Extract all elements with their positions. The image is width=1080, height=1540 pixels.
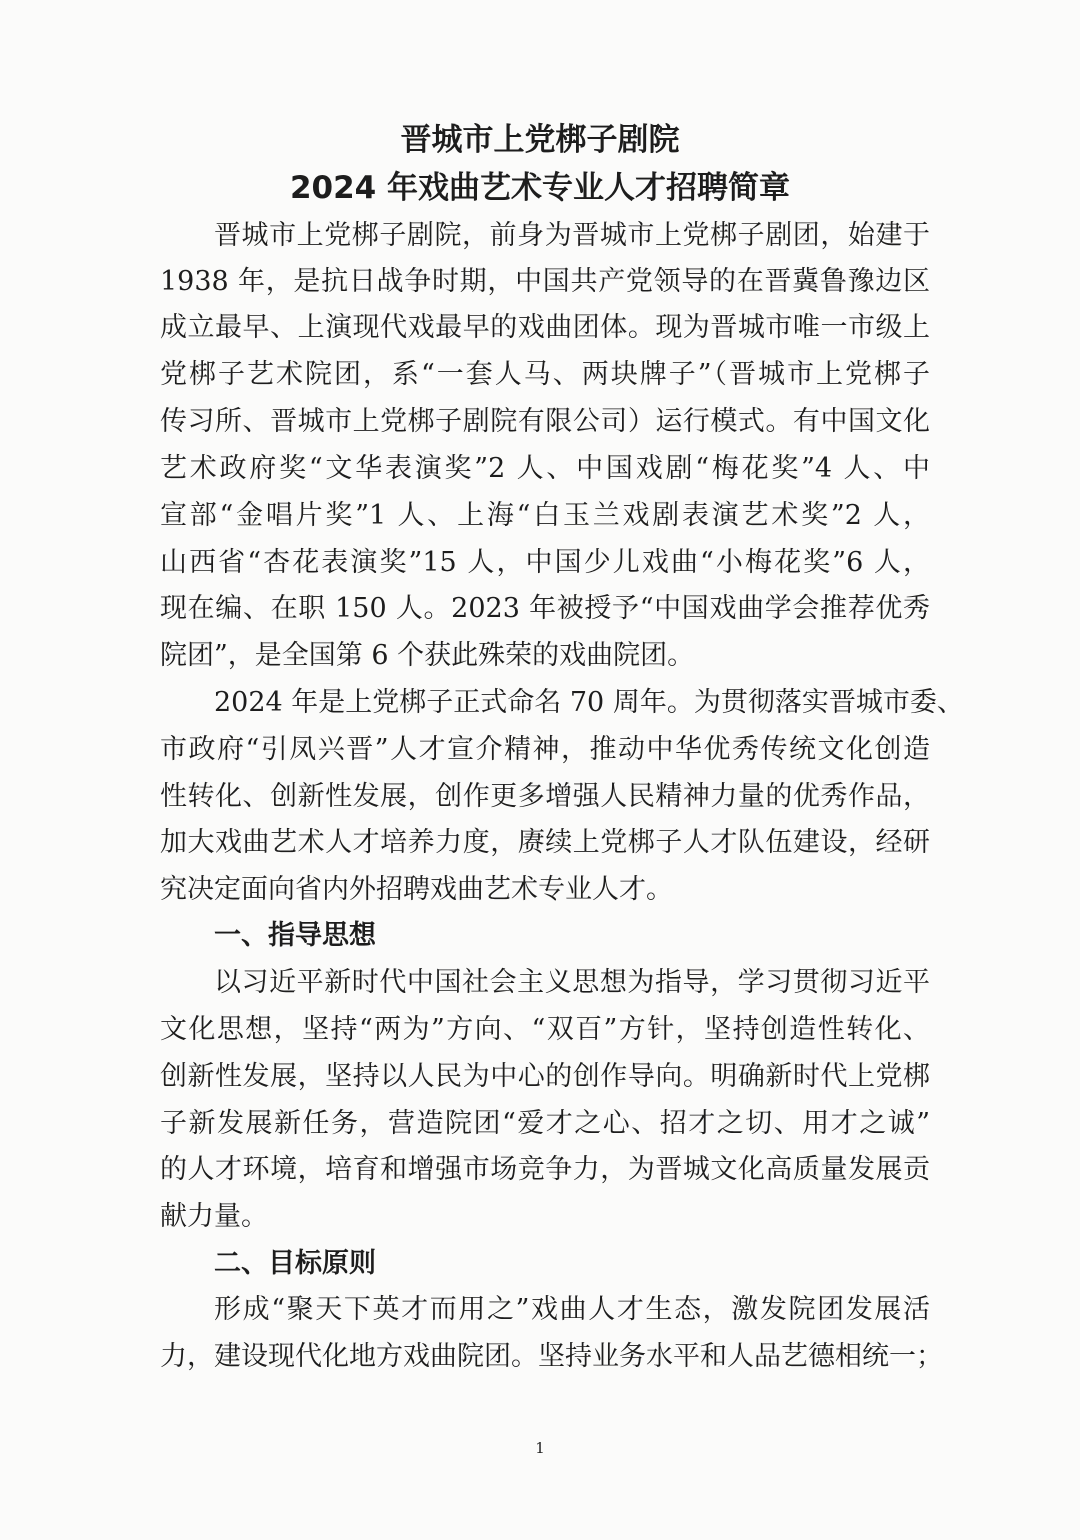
- text-line: 以习近平新时代中国社会主义思想为指导，学习贯彻习近平: [214, 967, 930, 998]
- page-number: 1: [535, 1439, 545, 1457]
- text-line: 院团”，是全国第 6 个获此殊荣的戏曲院团。: [160, 640, 695, 671]
- text-line: 性转化、创新性发展，创作更多增强人民精神力量的优秀作品，: [160, 781, 930, 812]
- text-line: 山西省“杏花表演奖”15 人，中国少儿戏曲“小梅花奖”6 人，: [160, 547, 930, 578]
- text-line: 成立最早、上演现代戏最早的戏曲团体。现为晋城市唯一市级上: [160, 312, 930, 343]
- text-line: 力，建设现代化地方戏曲院团。坚持业务水平和人品艺德相统一；: [160, 1341, 943, 1372]
- text-line: 文化思想，坚持“两为”方向、“双百”方针，坚持创造性转化、: [160, 1014, 930, 1045]
- text-line: 献力量。: [160, 1201, 268, 1232]
- text-line: 现在编、在职 150 人。2023 年被授予“中国戏曲学会推荐优秀: [160, 593, 930, 624]
- text-line: 加大戏曲艺术人才培养力度，赓续上党梆子人才队伍建设，经研: [160, 827, 930, 858]
- text-line: 2024 年是上党梆子正式命名 70 周年。为贯彻落实晋城市委、: [214, 687, 964, 718]
- text-line: 宣部“金唱片奖”1 人、上海“白玉兰戏剧表演艺术奖”2 人，: [160, 500, 930, 531]
- text-line: 创新性发展，坚持以人民为中心的创作导向。明确新时代上党梆: [160, 1061, 930, 1092]
- text-line: 市政府“引凤兴晋”人才宣介精神，推动中华优秀传统文化创造: [160, 734, 930, 765]
- text-line: 形成“聚天下英才而用之”戏曲人才生态，激发院团发展活: [214, 1294, 930, 1325]
- text-line: 子新发展新任务，营造院团“爱才之心、招才之切、用才之诚”: [160, 1108, 930, 1139]
- text-line: 究决定面向省内外招聘戏曲艺术专业人才。: [160, 874, 673, 905]
- section-heading-guiding-thought: 一、指导思想: [214, 920, 376, 951]
- document-title-line-2: 2024 年戏曲艺术专业人才招聘简章: [289, 170, 791, 206]
- text-line: 晋城市上党梆子剧院，前身为晋城市上党梆子剧团，始建于: [214, 220, 930, 251]
- text-line: 党梆子艺术院团，系“一套人马、两块牌子”（晋城市上党梆子: [160, 359, 930, 390]
- text-line: 的人才环境，培育和增强市场竞争力，为晋城文化高质量发展贡: [160, 1154, 930, 1185]
- section-heading-goals-principles: 二、目标原则: [214, 1248, 376, 1279]
- text-line: 传习所、晋城市上党梆子剧院有限公司）运行模式。有中国文化: [160, 406, 930, 437]
- text-line: 1938 年，是抗日战争时期，中国共产党领导的在晋冀鲁豫边区: [160, 266, 930, 297]
- text-line: 艺术政府奖“文华表演奖”2 人、中国戏剧“梅花奖”4 人、中: [160, 453, 930, 484]
- document-title-line-1: 晋城市上党梆子剧院: [400, 122, 680, 158]
